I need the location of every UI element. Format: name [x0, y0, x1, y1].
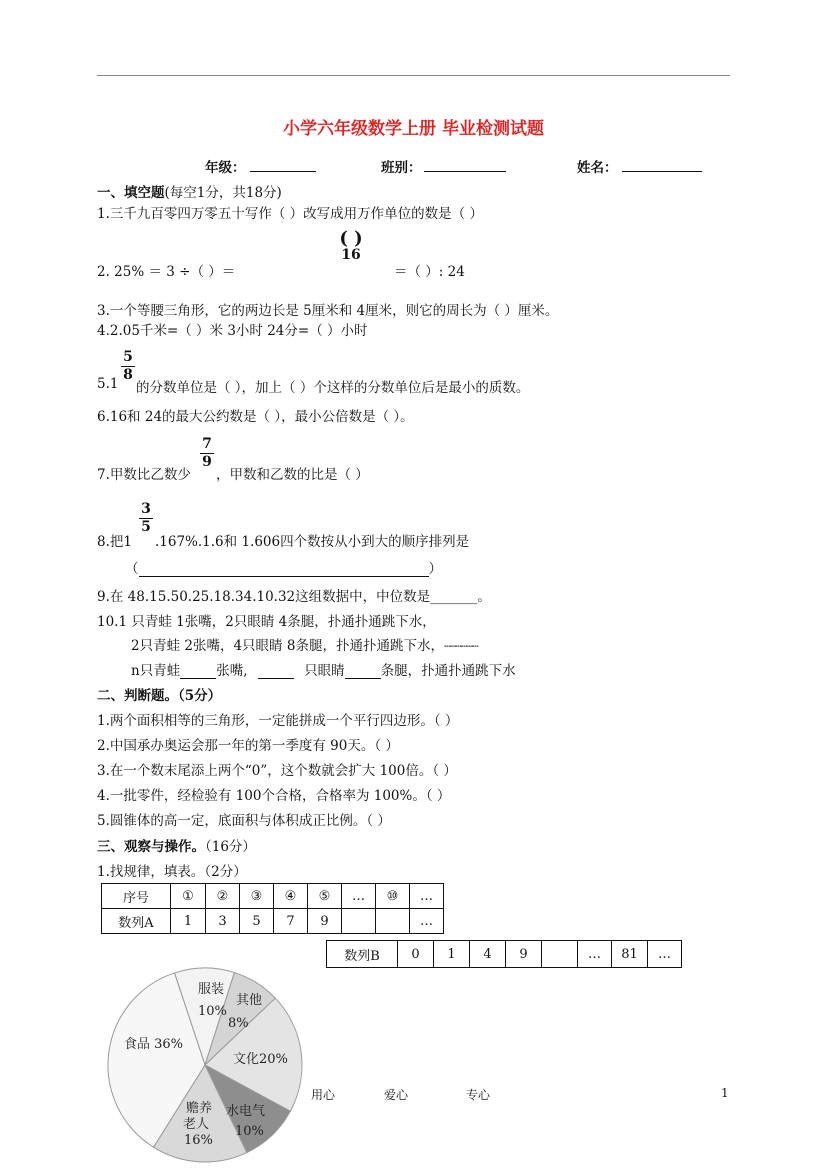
pie-label-utilities-pct: 10%	[235, 1124, 264, 1139]
page-title: 小学六年级数学上册 毕业检测试题	[283, 119, 544, 139]
question-6: 6.16和 24的最大公约数是（ ），最小公倍数是（ ）。	[97, 409, 414, 425]
footer-word-1: 用心	[311, 1088, 336, 1102]
table-cell: 9	[506, 941, 542, 968]
table-row	[102, 909, 444, 934]
judge-item-4: 4.一批零件，经检验有 100个合格，合格率为 100%。（ ）	[97, 788, 451, 804]
question-3: 3.一个等腰三角形，它的两边长是 5厘米和 4厘米，则它的周长为（ ）厘米。	[97, 303, 559, 319]
q2-frac-numerator: ( )	[339, 228, 363, 249]
table-cell-blank[interactable]	[342, 909, 376, 934]
q10-blank-mouths[interactable]	[180, 664, 216, 679]
pie-label-food: 食品 36%	[124, 1037, 184, 1052]
table-cell-blank[interactable]	[542, 941, 578, 968]
q10-line2-text: 2只青蛙 2张嘴，4只眼睛 8条腿，扑通扑通跳下水，	[131, 638, 444, 654]
q10-blank-legs[interactable]	[345, 664, 381, 679]
question-7-text: ，甲数和乙数的比是（ ）	[216, 467, 369, 483]
q2-fraction	[336, 228, 366, 263]
question-1: 1.三千九百零四万零五十写作（ ）改写成用万作单位的数是（ ）	[97, 206, 483, 222]
page-number: 1	[721, 1086, 729, 1100]
q10-c1: n只青蛙	[131, 663, 181, 679]
pie-label-utilities: 水电气	[226, 1104, 266, 1119]
table-cell: …	[410, 884, 444, 909]
question-5-prefix: 5.1	[97, 376, 119, 392]
table-cell: ⑩	[376, 884, 410, 909]
grade-label: 年级：	[205, 160, 246, 176]
table-cell: 数列B	[327, 941, 398, 968]
table-cell: 数列A	[102, 909, 171, 934]
q2-frac-denominator: 16	[341, 247, 361, 263]
question-4: 4.2.05千米=（ ）米 3小时 24分=（ ）小时	[97, 323, 368, 339]
section2-heading: 二、判断题。（5分）	[97, 688, 222, 704]
footer-word-2: 爱心	[384, 1088, 409, 1102]
judge-item-2: 2.中国承办奥运会那一年的第一季度有 90天。（ ）	[97, 738, 399, 754]
header-rule	[97, 75, 730, 76]
q7-frac-numerator: 7	[202, 436, 212, 452]
pie-label-culture: 文化20%	[233, 1052, 288, 1067]
q5-fraction	[121, 350, 135, 383]
pie-label-clothing: 服装	[198, 982, 225, 997]
pie-label-elderly-pct: 16%	[184, 1133, 213, 1148]
question-5-text: 的分数单位是（ ），加上（ ）个这样的分数单位后是最小的质数。	[136, 380, 530, 396]
q10-c3: 只眼睛	[304, 663, 345, 679]
table-cell: 序号	[102, 884, 171, 909]
table-row	[102, 884, 444, 909]
q8-fraction	[139, 502, 153, 535]
q5-frac-numerator: 5	[123, 349, 133, 365]
table-cell: 1	[171, 909, 206, 934]
q8-frac-denominator: 5	[141, 519, 151, 535]
table-cell: 0	[398, 941, 434, 968]
q8-paren-close: ）	[428, 561, 442, 577]
q5-frac-denominator: 8	[123, 367, 133, 383]
section3-question-1: 1.找规律，填表。（2分）	[97, 864, 247, 880]
grade-blank[interactable]	[250, 171, 316, 172]
table-cell-blank[interactable]	[376, 909, 410, 934]
q10-dots: ┄┄┄┄┄┄	[443, 640, 478, 653]
table-cell: …	[410, 909, 444, 934]
q8-paren-open: （	[125, 561, 139, 577]
q10-c2: 张嘴,	[216, 663, 248, 679]
name-label: 姓名：	[577, 160, 618, 176]
section1-heading	[97, 181, 282, 201]
section3-heading	[97, 835, 256, 855]
pie-label-clothing-pct: 10%	[198, 1004, 227, 1019]
class-blank[interactable]	[424, 171, 506, 172]
judge-item-1: 1.两个面积相等的三角形，一定能拼成一个平行四边形。（ ）	[97, 713, 459, 729]
table-cell: ③	[240, 884, 274, 909]
q10-c4: 条腿，扑通扑通跳下水	[380, 663, 516, 679]
table-cell: 5	[240, 909, 274, 934]
sequence-b-table	[326, 940, 682, 968]
section3-title: 三、观察与操作。	[97, 839, 205, 855]
table-cell: 81	[612, 941, 648, 968]
table-cell: 7	[274, 909, 308, 934]
section1-note: (每空1分，共18分)	[164, 185, 282, 201]
q8-answer-line[interactable]	[125, 557, 442, 577]
pie-label-other: 其他	[236, 993, 263, 1008]
q10-blank-eyes[interactable]	[258, 664, 294, 679]
table-cell: ⑤	[308, 884, 342, 909]
section3-note: （16分）	[205, 839, 256, 855]
footer-word-3: 专心	[466, 1088, 491, 1102]
question-8-text: .167%.1.6和 1.606四个数按从小到大的顺序排列是	[155, 534, 470, 550]
table-cell: 9	[308, 909, 342, 934]
table-cell: …	[342, 884, 376, 909]
table-cell: 4	[470, 941, 506, 968]
q8-blank	[139, 562, 429, 577]
question-10-line1: 10.1 只青蛙 1张嘴，2只眼睛 4条腿，扑通扑通跳下水，	[97, 614, 436, 630]
question-9: 9.在 48.15.50.25.18.34.10.32这组数据中，中位数是_______。	[97, 589, 491, 605]
class-label: 班别：	[381, 160, 422, 176]
question-2-right: ＝（ ）: 24	[394, 264, 465, 280]
pie-label-elderly-1: 赡养	[186, 1101, 213, 1116]
table-cell: …	[648, 941, 682, 968]
pie-label-elderly-2: 老人	[183, 1117, 210, 1132]
name-blank[interactable]	[622, 171, 702, 172]
table-cell: ②	[206, 884, 240, 909]
question-10-line3	[131, 659, 516, 679]
question-7-prefix: 7.甲数比乙数少	[97, 467, 191, 483]
question-2-left: 2. 25% ＝ 3 ÷（ ）＝	[97, 264, 236, 280]
question-10-line2	[131, 634, 478, 654]
q7-frac-denominator: 9	[202, 454, 212, 470]
question-8-prefix: 8.把1	[97, 534, 132, 550]
q8-frac-numerator: 3	[141, 501, 151, 517]
section1-title: 一、填空题	[97, 185, 165, 201]
table-cell: ①	[171, 884, 206, 909]
sequence-a-table	[101, 883, 444, 934]
table-cell: 1	[434, 941, 470, 968]
table-cell: ④	[274, 884, 308, 909]
pie-label-other-pct: 8%	[228, 1016, 249, 1031]
expense-pie-chart	[100, 960, 310, 1170]
table-row	[327, 941, 682, 968]
judge-item-3: 3.在一个数末尾添上两个“0”，这个数就会扩大 100倍。（ ）	[97, 763, 457, 779]
judge-item-5: 5.圆锥体的高一定，底面积与体积成正比例。（ ）	[97, 813, 391, 829]
table-cell: …	[578, 941, 612, 968]
q7-fraction	[200, 437, 214, 470]
table-cell: 3	[206, 909, 240, 934]
